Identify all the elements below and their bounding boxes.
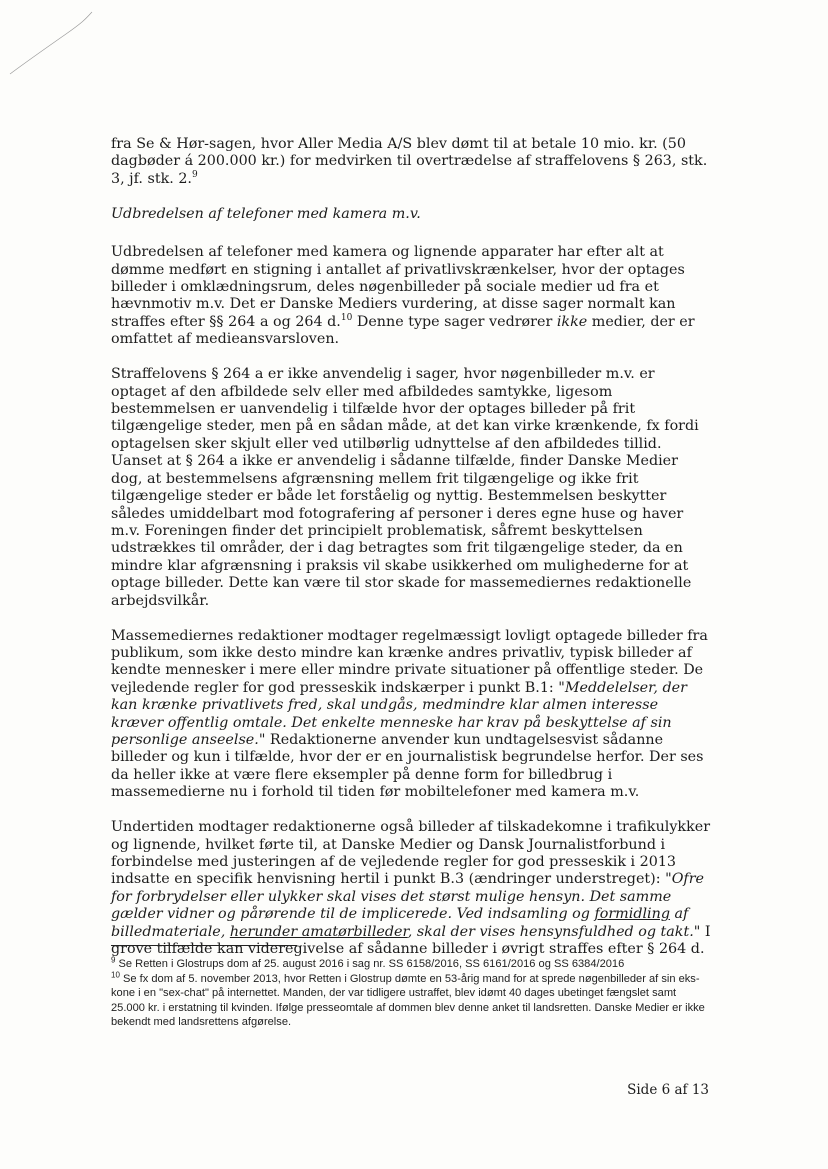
footnote-9-number: 9 [111,955,116,965]
paragraph-5-quote-3: , skal der vises hensynsfuldhed og takt. [407,923,694,940]
paragraph-4-quote: Meddelelser, der kan krænke privatlivets fred, skal undgås, medmindre klar almen interesse kræver offentlig omtale. Det enkelte menneske har krav på beskyttelse af sin personlige anseelse. [111,679,687,748]
footnote-9 [111,957,711,972]
paragraph-5-quote-2: af billedmateriale, [111,906,689,940]
paragraph-2-text-c: medier, der er omfattet af medieansvarsloven. [111,313,695,348]
footnote-ref-9: 9 [191,170,198,181]
paragraph-1-text: fra Se & Hør-sagen, hvor Aller Media A/S blev dømt til at betale 10 mio. kr. (50 dagbøder á 200.000 kr.) for medvirken til overtrædelse af straffelovens § 263, stk. 3, jf. stk. 2. [111,136,708,187]
paragraph-4-text-a: Massemediernes redaktioner modtager regelmæssigt lovligt optagede billeder fra publikum, som ikke desto mindre kan krænke andres privatliv, typisk billeder af kendte mennesker i mere eller mindre private situationer på offentlige steder. De vejledende regler for god presseskik indskærper i punkt B.1: " [111,627,708,696]
paragraph-4 [111,628,711,802]
paragraph-1 [111,136,711,188]
footnote-10 [111,969,711,1030]
paragraph-5-text-b: " I grove tilfælde kan videregivelse af sådanne billeder i øvrigt straffes efter § 264 d. [111,923,711,958]
footnote-divider [111,945,297,946]
footnote-ref-10: 10 [340,313,353,324]
paragraph-5-quote-1: Ofre for forbrydelser eller ulykker skal vises det størst mulige hensyn. Det samme gælder vidner og pårørende til de implicerede. Ved indsamling og [111,871,704,923]
paragraph-2-text-a: Udbredelsen af telefoner med kamera og lignende apparater har efter alt at dømme medført en stigning i antallet af privatlivskrænkelser, hvor der optages billeder i omklædningsrum, deles nøgenbilleder på sociale medier ud fra et hævnmotiv m.v. Det er Danske Mediers vurdering, at disse sager normalt kan straffes efter §§ 264 a og 264 d. [111,244,685,330]
footnote-10-number: 10 [111,969,120,979]
paragraph-2-emphasis: ikke [556,313,588,330]
paragraph-5 [111,819,711,958]
paragraph-5-underlined-2: herunder amatørbilleder [229,923,408,940]
section-heading: Udbredelsen af telefoner med kamera m.v. [111,205,421,222]
paragraph-4-text-b: " Redaktionerne anvender kun undtagelsesvist sådanne billeder og kun i tilfælde, hvor der er en journalistisk begrundelse herfor. Der ses da heller ikke at være flere eksempler på denne form for billedbrug i massemedierne nu i forhold til tiden før mobiltelefoner med kamera m.v. [111,731,704,801]
paragraph-2 [111,244,711,348]
paragraph-2-text-b: Denne type sager vedrører [352,313,557,330]
document-body [111,136,711,976]
footnote-9-text: Se Retten i Glostrups dom af 25. august 2016 i sag nr. SS 6158/2016, SS 6161/2016 og SS 6384/2016 [115,958,625,970]
paragraph-3: Straffelovens § 264 a er ikke anvendelig i sager, hvor nøgenbilleder m.v. er optaget af den afbildede selv eller med afbildedes samtykke, ligesom bestemmelsen er uanvendelig i tilfælde hvor der optages billeder på frit tilgængelige steder, men på en sådan måde, at det kan virke krænkende, fx fordi optagelsen sker skjult eller ved utilbørlig udnyttelse af den afbildedes tillid. Uanset at § 264 a ikke er anvendelig i sådanne tilfælde, finder Danske Medier dog, at bestemmelsens afgrænsning mellem frit tilgængelige og ikke frit tilgængelige steder er både let forståelig og nyttig. Bestemmelsen beskytter således umiddelbart mod fotografering af personer i deres egne huse og haver m.v. Foreningen finder det principielt problematisk, såfremt beskyttelsen udstrækkes til områder, der i dag betragtes som frit tilgængelige steder, da en mindre klar afgrænsning i praksis vil skabe usikkerhed om mulighederne for at optage billeder. Dette kan være til stor skade for massemediernes redaktionelle arbejdsvilkår. [111,366,699,609]
footnote-10-text: Se fx dom af 5. november 2013, hvor Retten i Glostrup dømte en 53-årig mand for at sprede nøgenbilleder af sin eks-kone i en "sex-chat" på internettet. Manden, der var tidligere ustraffet, blev idømt 40 dages ubetinget fængslet samt 25.000 kr. i erstatning til kvinden. Ifølge presseomtale af dommen blev denne anket til landsretten. Danske Medier er ikke bekendt med landsrettens afgørelse. [111,972,705,1028]
paragraph-5-text-a: Undertiden modtager redaktionerne også billeder af tilskadekomne i trafikulykker og lignende, hvilket førte til, at Danske Medier og Dansk Journalistforbund i forbindelse med justeringen af de vejledende regler for god presseskik i 2013 indsatte en specifik henvisning hertil i punkt B.3 (ændringer understreget): " [111,819,711,888]
page-number: Side 6 af 13 [627,1082,709,1098]
paragraph-5-underlined-1: formidling [594,906,670,923]
footnotes [111,957,711,1030]
scan-artifact-line [6,8,96,78]
